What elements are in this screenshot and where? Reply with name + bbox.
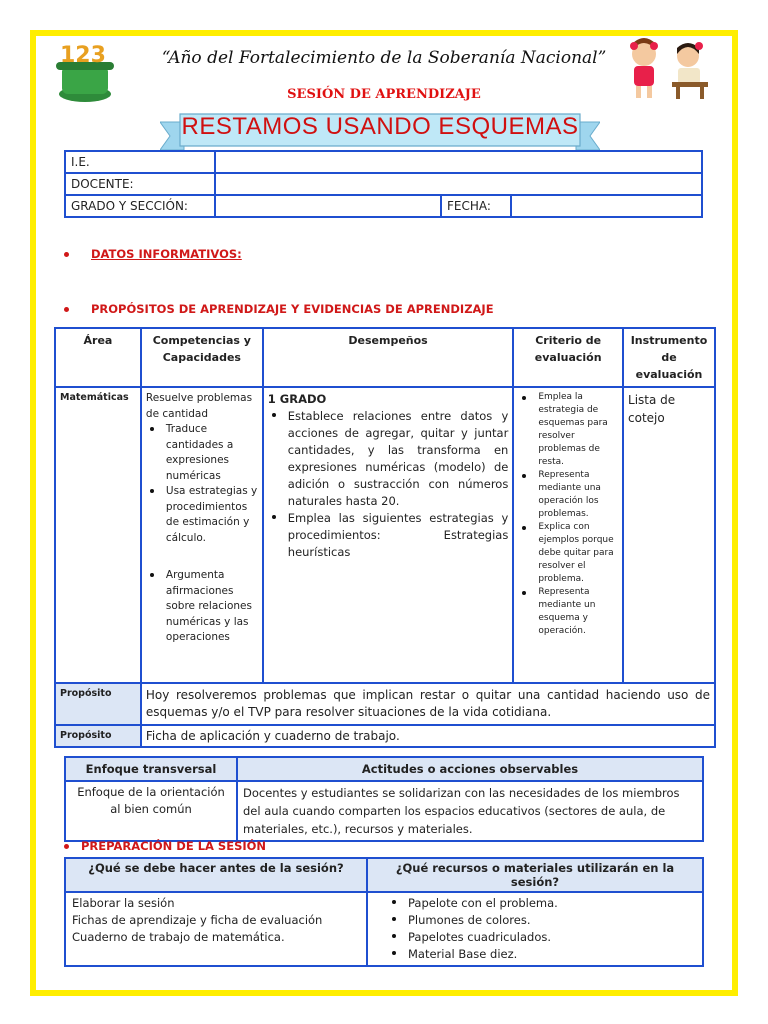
bullet-icon: [64, 252, 69, 257]
list-item: Explica con ejemplos porque debe quitar para resolver el problema.: [518, 521, 618, 586]
section-propositos-label: PROPÓSITOS DE APRENDIZAJE Y EVIDENCIAS DE APRENDIZAJE: [91, 302, 494, 316]
list-item: Traduce cantidades a expresiones numéricas: [146, 422, 258, 484]
list-item: Papelote con el problema.: [388, 895, 696, 912]
actitud-text: Docentes y estudiantes se solidarizan con las necesidades de los miembros del aula cuando comparten los espacios educativos (sectores de aula, de materiales, etc.), recursos y materiales.: [237, 781, 703, 841]
enfoque-table: [64, 756, 704, 842]
header-instrumento: Instrumento de evaluación: [623, 328, 715, 387]
preparacion-table: [64, 857, 704, 967]
list-item: Emplea las siguientes estrategias y procedimientos: Estrategias heurísticas: [268, 510, 509, 561]
section-preparacion: [64, 839, 266, 853]
criterio-cell: [513, 387, 623, 683]
proposito-label: Propósito: [55, 683, 141, 725]
ie-label: I.E.: [65, 151, 215, 173]
header-recursos: ¿Qué recursos o materiales utilizarán en la sesión?: [367, 858, 703, 892]
page-title: RESTAMOS USANDO ESQUEMAS: [181, 113, 579, 140]
list-item: Cuaderno de trabajo de matemática.: [72, 930, 285, 944]
competencia-text: Resuelve problemas de cantidad: [145, 392, 253, 420]
criterios-list: [518, 391, 618, 638]
instrumento-cell: Lista de cotejo: [623, 387, 715, 683]
bullet-icon: [64, 307, 69, 312]
list-item: Usa estrategias y procedimientos de estimación y cálculo.: [146, 484, 258, 546]
section-propositos: [64, 302, 494, 316]
docente-field[interactable]: [215, 173, 702, 195]
docente-label: DOCENTE:: [65, 173, 215, 195]
proposito2-label: Propósito: [55, 725, 141, 747]
ie-field[interactable]: [215, 151, 702, 173]
competencia-cell: [141, 387, 263, 683]
header-area: Área: [55, 328, 141, 387]
table-header-row: [65, 858, 703, 892]
header-criterio: Criterio de evaluación: [513, 328, 623, 387]
competencias-table: [54, 327, 716, 748]
enfoque-name: Enfoque de la orientación al bien común: [65, 781, 237, 841]
grado-field[interactable]: [215, 195, 441, 217]
list-item: Representa mediante un esquema y operación.: [518, 586, 618, 638]
list-item: Establece relaciones entre datos y acciones de agregar, quitar y juntar cantidades, y las transforma en expresiones numéricas (modelo) de adición o sustracción con números naturales hasta 20.: [268, 408, 509, 510]
area-cell: Matemáticas: [55, 387, 141, 683]
fecha-label: FECHA:: [441, 195, 511, 217]
info-row: [65, 173, 702, 195]
table-header-row: [55, 328, 715, 387]
list-item: Fichas de aprendizaje y ficha de evaluación: [72, 913, 323, 927]
table-row: [65, 892, 703, 966]
table-row: [55, 683, 715, 725]
header-desempenos: Desempeños: [263, 328, 514, 387]
section-datos-label: DATOS INFORMATIVOS:: [91, 247, 242, 261]
grado-title: 1 GRADO: [267, 392, 327, 406]
list-item: Plumones de colores.: [388, 912, 696, 929]
antes-cell: [65, 892, 367, 966]
logo-digits: 123: [60, 43, 106, 68]
proposito2-text: Ficha de aplicación y cuaderno de trabajo.: [141, 725, 715, 747]
section-datos: [64, 247, 242, 261]
list-item: Argumenta afirmaciones sobre relaciones numéricas y las operaciones: [146, 568, 258, 646]
table-row: [55, 387, 715, 683]
table-row: [55, 725, 715, 747]
desempenos-cell: [263, 387, 514, 683]
fecha-field[interactable]: [511, 195, 702, 217]
capacidades-list: [146, 422, 258, 646]
section-preparacion-label: PREPARACIÓN DE LA SESIÓN: [81, 839, 267, 853]
header-enfoque: Enfoque transversal: [65, 757, 237, 781]
grado-label: GRADO Y SECCIÓN:: [65, 195, 215, 217]
session-label: SESIÓN DE APRENDIZAJE: [287, 87, 481, 102]
list-item: Emplea la estrategia de esquemas para resolver problemas de resta.: [518, 391, 618, 469]
list-item: Papelotes cuadriculados.: [388, 929, 696, 946]
info-row: [65, 195, 702, 217]
desempenos-list: [268, 408, 509, 561]
header-actitudes: Actitudes o acciones observables: [237, 757, 703, 781]
info-row: [65, 151, 702, 173]
list-item: Elaborar la sesión: [72, 896, 175, 910]
header-antes: ¿Qué se debe hacer antes de la sesión?: [65, 858, 367, 892]
list-item: Material Base diez.: [388, 946, 696, 963]
info-table: [64, 150, 703, 218]
recursos-cell: [367, 892, 703, 966]
year-motto: “Año del Fortalecimiento de la Soberanía Nacional”: [161, 48, 607, 68]
list-item: Representa mediante una operación los problemas.: [518, 469, 618, 521]
table-header-row: [65, 757, 703, 781]
proposito-text: Hoy resolveremos problemas que implican restar o quitar una cantidad haciendo uso de esquemas y/o el TVP para resolver situaciones de la vida cotidiana.: [141, 683, 715, 725]
header-competencias: Competencias y Capacidades: [141, 328, 263, 387]
bullet-icon: [64, 844, 69, 849]
table-row: [65, 781, 703, 841]
recursos-list: [388, 895, 696, 963]
